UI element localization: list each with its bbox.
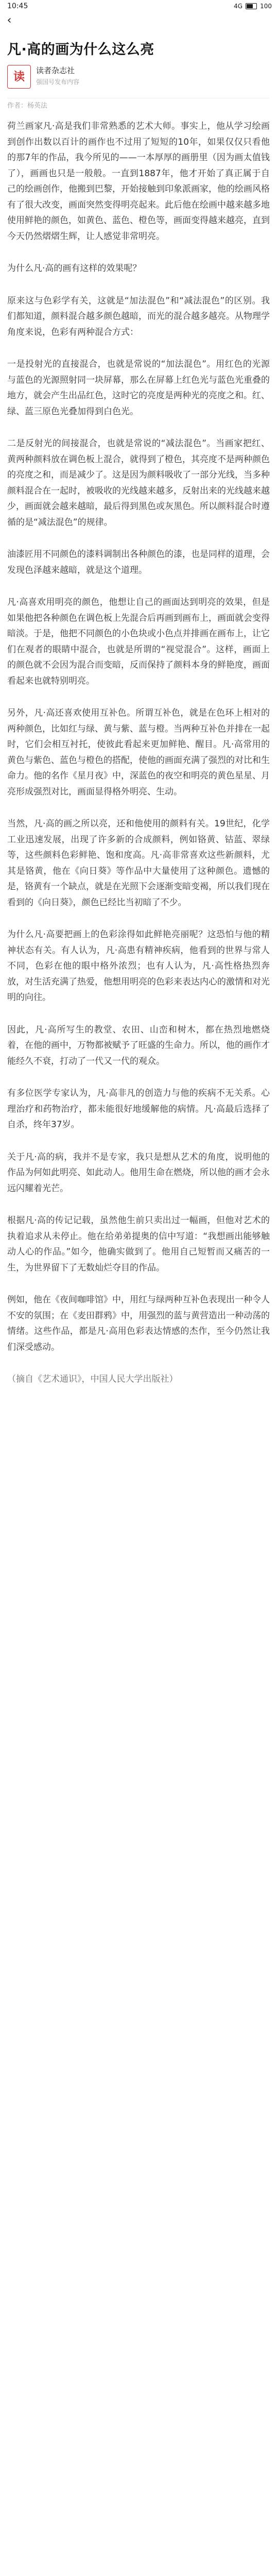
article-title: 凡·高的画为什么这么亮 xyxy=(7,42,154,58)
paragraph: 凡·高喜欢用明亮的颜色，他想让自己的画面达到明亮的效果，但是如果他把各种颜色在调色板上先混合后再画到画布上，画面就会变得暗淡。于是，他把不同颜色的小色块或小色点并排画在画布上，让它们在观者的眼睛中混合，也就是所谓的“视觉混合”。这样，画面上的颜色就不会因为混合而变暗，反而保持了颜料本身的鲜艳度，画面看起来也就特别明亮。 xyxy=(7,597,270,686)
publisher-meta: 强国号发布内容 xyxy=(36,78,80,86)
paragraph: 荷兰画家凡·高是我们非常熟悉的艺术大师。事实上，他从学习绘画到创作出数以百计的画作也不过用了短短的10年，如果仅仅只看他的那7年的作品，我今所见的——一本厚厚的画册里（因为画太值钱了），画画也只是一般般。一直到1887年，他才开始了真正属于自己的绘画创作，他搬到巴黎，开始接触到印象派画家，他的绘画风格有了很大改变，画面突然变得明亮起来。此后他在绘画中越来越多地使用鲜艳的颜色，如黄色、蓝色、橙色等，画面变得越来越亮，直到今天仍然熠熠生辉，让人感觉非常明亮。 xyxy=(7,121,270,242)
paragraph: 当然，凡·高的画之所以亮，还和他使用的颜料有关。19世纪，化学工业迅速发展，出现了许多新的合成颜料，例如铬黄、钴蓝、翠绿等，这些颜料色彩鲜艳、饱和度高。凡·高非常喜欢这些新颜料，尤其是铬黄，他在《向日葵》等作品中大量使用了这种颜色。遗憾的是，铬黄有一个缺点，就是在光照下会逐渐变暗变褐，所以我们现在看到的《向日葵》，颜色已经比当初暗了不少。 xyxy=(7,819,270,908)
source-note: （摘自《艺术通识》，中国人民大学出版社） xyxy=(7,1374,178,1384)
paragraph: 为什么凡·高要把画上的色彩涂得如此鲜艳亮丽呢？这恐怕与他的精神状态有关。有人认为，凡·高患有精神疾病，他看到的世界与常人不同，色彩在他的眼中格外浓烈；也有人认为，凡·高性格热烈奔放，对生活充满了热爱，他想用明亮的色彩来表达内心的激情和对光明的向往。 xyxy=(7,929,270,1003)
signal-icon: 4G xyxy=(234,3,243,10)
paragraph: 根据凡·高的传记记载，虽然他生前只卖出过一幅画，但他对艺术的执着追求从未停止。他在给弟弟提奥的信中写道：“我想画出能够触动人心的作品。”如今，他确实做到了。他用自己短暂而又痛苦的一生，为世界留下了无数灿烂夺目的作品。 xyxy=(7,1215,270,1273)
status-icons xyxy=(234,3,272,10)
paragraph: 一是投射光的直接混合，也就是常说的“加法混色”。用红色的光源与蓝色的光源照射同一块屏幕，那么在屏幕上红色光与蓝色光重叠的地方，就会产生出品红色，这时它的亮度是两种光的亮度之和。红、绿、蓝三原色光叠加得到白色光。 xyxy=(7,359,270,417)
paragraph: 有多位医学专家认为，凡·高非凡的创造力与他的疾病不无关系。心理治疗和药物治疗，都未能很好地缓解他的病情。凡·高最后选择了自杀，终年37岁。 xyxy=(7,1088,270,1130)
status-time: 10:45 xyxy=(7,2,28,10)
paragraph: 二是反射光的间接混合，也就是常说的“减法混色”。当画家把红、黄两种颜料放在调色板上混合，就得到了橙色，其亮度不是两种颜色的亮度之和，而是减少了。这是因为颜料吸收了一部分光线，当多种颜料混合在一起时，被吸收的光线越来越多，反射出来的光线越来越少，画面就会越来越暗，最后得到黑色或灰黑色。所以颜料混合时遵循的是“减法混色”的规律。 xyxy=(7,438,270,528)
paragraph: 另外，凡·高还喜欢使用互补色。所谓互补色，就是在色环上相对的两种颜色，比如红与绿、黄与紫、蓝与橙。当两种互补色并排在一起时，它们会相互衬托，使彼此看起来更加鲜艳、醒目。凡·高常用的黄色与紫色、蓝色与橙色的搭配，使他的画面充满了强烈的对比和生命力。他的名作《星月夜》中，深蓝色的夜空和明亮的黄色星星、月亮形成强烈对比，画面显得格外明亮、生动。 xyxy=(7,708,270,797)
paragraph: 原来这与色彩学有关，这就是“加法混色”和“减法混色”的区别。我们都知道，颜料混合越多颜色越暗，而光的混合越多越亮。从物理学角度来说，色彩有两种混合方式： xyxy=(7,295,270,337)
paragraph: 油漆匠用不同颜色的漆料调制出各种颜色的漆，也是同样的道理，会发现色泽越来越暗，就是这个道理。 xyxy=(7,549,270,575)
paragraph: 因此，凡·高所写生的教堂、农田、山峦和树木，都在热烈地燃烧着，在他的画中，万物都被赋予了旺盛的生命力。所以，他的画作才能经久不衰，打动了一代又一代的观众。 xyxy=(7,1024,270,1066)
article-body xyxy=(7,118,270,1404)
paragraph: 例如，他在《夜间咖啡馆》中，用红与绿两种互补色表现出一种令人不安的氛围；在《麦田群鸦》中，用强烈的蓝与黄营造出一种动荡的情绪。这些作品，都是凡·高用色彩表达情感的杰作，至今仍然让我们深受感动。 xyxy=(7,1295,270,1352)
paragraph: 为什么凡·高的画有这样的效果呢？ xyxy=(7,263,142,274)
battery-icon xyxy=(246,3,257,9)
publisher-card[interactable] xyxy=(7,61,270,98)
author-line: 作者：杨英法 xyxy=(7,102,48,110)
publisher-name[interactable]: 读者杂志社 xyxy=(36,66,75,75)
publisher-logo: 读 xyxy=(7,65,31,89)
status-bar xyxy=(0,0,278,12)
paragraph: 关于凡·高的病，我并不是专家，我只是想从艺术的角度，说明他的作品为何如此明亮、如此动人。他用生命在燃烧，所以他的画才会永远闪耀着光芒。 xyxy=(7,1151,270,1194)
back-arrow-icon[interactable]: ‹ xyxy=(7,14,12,27)
battery-level: 100 xyxy=(260,3,272,10)
